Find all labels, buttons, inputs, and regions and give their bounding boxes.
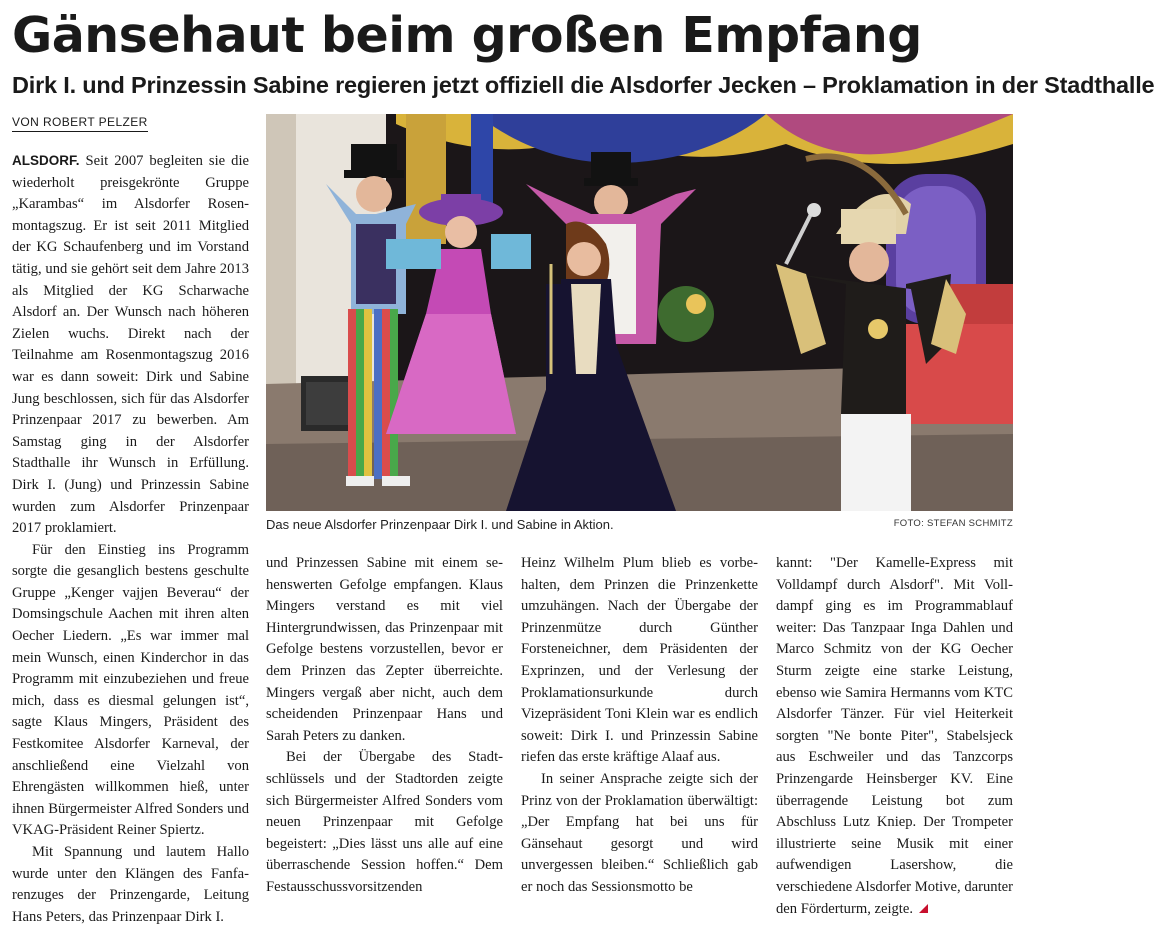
dateline: ALSDORF. (12, 153, 80, 168)
article-paragraph: Für den Einstieg ins Programm sorgte die gesanglich bestens geschulte Gruppe „Kenger vajjen Beverau“ der Domsingschule Aachen mit ihren alten Oecher Liedern. „Es war immer mal mein Wunsch, einen Kinderchor in das Programm mit einzubeziehen und freue mich, dass es diesmal gelungen ist“, sagte Klaus Mingers, Präsident des Festkomitee Alsdorfer Karneval, der anschließend eine Vielzahl von Ehrengästen willkommen hieß, unter ihnen Bürgermeister Alfred Sonders und VKAG-Präsident Reiner Spiertz. (12, 541, 249, 839)
article-photo (266, 114, 1013, 511)
article-paragraph: Mit Spannung und lautem Hallo wurde unter den Klängen des Fanfarenzuges der Prinzengarde, Leitung Hans Peters, das Prinzenpaar Dirk I. (12, 844, 249, 925)
photo-credit: FOTO: STEFAN SCHMITZ (893, 518, 1013, 529)
article-column-1 (12, 150, 249, 925)
article-paragraph: Bei der Übergabe des Stadtschlüssels und der Stadtorden zeigte sich Bürgermeister Alfred Sonders vom neuen Prinzenpaar mit Gefolge begeistert: „Dies lässt uns alle auf eine überraschende Session hoffen.“ Dem Festausschussvorsitzenden (266, 749, 503, 895)
paragraph-text: Seit 2007 begleiten sie die wiederholt preisgekrönte Gruppe „Karambas“ im Alsdorfer Rosenmontagszug. Er ist seit 2011 Mitglied der KG Schaufenberg und im Vorstand tätig, und sie gehört seit dem Jahre 2013 als Mitglied der KG Scharwache Alsdorf an. Der Wunsch nach höheren Zielen wuchs. Direkt nach der Teilnahme am Rosenmontagszug 2016 war es dann soweit: Dirk und Sabine Jung beschlossen, sich für das Alsdorfer Prinzenpaar 2017 zu bewerben. Am Samstag ging in der Alsdorfer Stadthalle ihr Wunsch in Erfüllung. Dirk I. (Jung) und Prinzessin Sabine wurden zum Alsdorfer Prinzenpaar 2017 proklamiert. (12, 153, 249, 537)
paragraph-text: kannt: "Der Kamelle-Express mit Volldampf durch Alsdorf". Mit Volldampf ging es im Programmablauf weiter: Das Tanzpaar Inga Dahlen und Marco Schmitz von der KG Oecher Sturm zeigte eine starke Leistung, ebenso wie Samira Hermanns vom KTC Alsdorfer Tänzer. Für viel Heiterkeit sorgten "Ne bonte Piter", Stabelsjeck aus Eschweiler und das Tanzcorps Prinzengarde Heinsberger KV. Eine überragende Leistung bot zum Abschluss Lutz Kniep. Der Trompeter illustrierte seine Musik mit einer aufwendigen Lasershow, die verschiedene Alsdorfer Motive, darunter den Förderturm, zeigte. (776, 555, 1013, 917)
article-paragraph: In seiner Ansprache zeigte sich der Prinz von der Proklamation überwältigt: „Der Empfang hat bei uns für Gänsehaut gesorgt und wird unvergessen bleiben.“ Schließlich gab er noch das Sessionsmotto be (521, 770, 758, 895)
article-paragraph: und Prinzessen Sabine mit einem sehenswerten Gefolge empfangen. Klaus Mingers verstand es mit viel Hintergrundwissen, das Prinzenpaar mit Gefolge bestens vorzustellen, bevor er dem Prinzen das Zepter überreichte. Mingers vergaß aber nicht, auch dem scheidenden Prinzenpaar Hans und Sarah Peters zu danken. (266, 555, 503, 744)
headline: Gänsehaut beim großen Empfang (12, 7, 922, 64)
article-column-4 (776, 553, 1013, 917)
article-paragraph: Heinz Wilhelm Plum blieb es vorbehalten, dem Prinzen die Prinzenkette umzuhängen. Nach der Übergabe der Prinzenmütze durch Günther Forsteneichner, dem Präsidenten der Exprinzen, und der Verlesung der Proklamationsurkunde durch Vizepräsident Toni Klein war es endlich soweit: Dirk I. und Prinzessin Sabine riefen das erste kräftige Alaaf aus. (521, 555, 758, 766)
end-of-article-icon (919, 904, 928, 913)
byline: VON ROBERT PELZER (12, 115, 148, 132)
subheadline: Dirk I. und Prinzessin Sabine regieren jetzt offiziell die Alsdorfer Jecken – Proklamation in der Stadthalle (12, 72, 1154, 98)
photo-caption: Das neue Alsdorfer Prinzenpaar Dirk I. und Sabine in Aktion. (266, 517, 614, 532)
article-column-3 (521, 553, 758, 893)
article-paragraph (12, 150, 249, 540)
article-column-2 (266, 553, 503, 893)
article-paragraph (776, 553, 1013, 920)
